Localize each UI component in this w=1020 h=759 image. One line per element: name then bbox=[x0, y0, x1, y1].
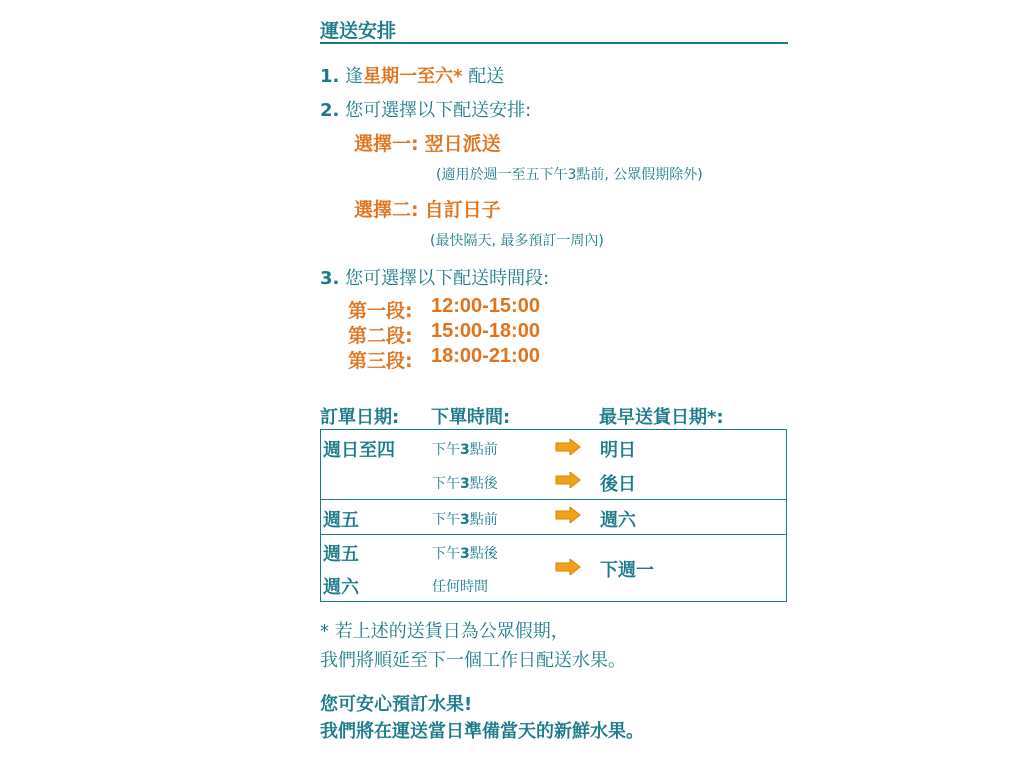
slot-1-time: 12:00-15:00 bbox=[431, 295, 540, 317]
row-4-day: 週五 bbox=[323, 544, 359, 565]
option-2 bbox=[354, 195, 501, 222]
table-row bbox=[321, 535, 786, 601]
closing-line-2: 我們將在運送當日準備當天的新鮮水果。 bbox=[320, 721, 644, 742]
row-1-time: 下午3點前 bbox=[432, 442, 498, 458]
footnote-line-1: * 若上述的送貨日為公眾假期， bbox=[320, 621, 569, 642]
row-3-time: 下午3點前 bbox=[432, 512, 498, 528]
row-2-time: 下午3點後 bbox=[432, 476, 498, 492]
item-2-number: 2. bbox=[320, 100, 340, 121]
table-row bbox=[321, 430, 786, 500]
row-4-time: 下午3點後 bbox=[432, 546, 498, 562]
table-row bbox=[321, 500, 786, 535]
item-1-suffix: 配送 bbox=[462, 66, 505, 87]
arrow-right-icon bbox=[555, 507, 581, 523]
row-4-date: 下週一 bbox=[600, 560, 654, 581]
item-3-text: 您可選擇以下配送時間段: bbox=[339, 268, 550, 289]
slot-3-label: 第三段: bbox=[348, 350, 413, 372]
row-1-date: 明日 bbox=[600, 440, 636, 461]
item-2 bbox=[320, 96, 531, 122]
item-3 bbox=[320, 264, 549, 290]
footnote-line-2: 我們將順延至下一個工作日配送水果。 bbox=[320, 650, 626, 671]
closing-line-1: 您可安心預訂水果! bbox=[320, 694, 473, 715]
item-1 bbox=[320, 62, 504, 88]
row-2-date: 後日 bbox=[600, 474, 636, 495]
item-1-number: 1. bbox=[320, 66, 340, 87]
option-2-label: 選擇二: bbox=[354, 199, 419, 221]
row-3-day: 週五 bbox=[323, 510, 359, 531]
option-2-note: (最快隔天, 最多預訂一周內) bbox=[430, 233, 604, 249]
slot-1-label: 第一段: bbox=[348, 300, 413, 322]
item-1-prefix: 逢 bbox=[345, 66, 364, 87]
slot-2-label: 第二段: bbox=[348, 325, 413, 347]
header-order-time: 下單時間: bbox=[431, 407, 511, 428]
header-order-day: 訂單日期: bbox=[320, 407, 400, 428]
slot-3-time: 18:00-21:00 bbox=[431, 345, 540, 367]
row-3-date: 週六 bbox=[600, 510, 636, 531]
arrow-right-icon bbox=[555, 472, 581, 488]
option-1-note: (適用於週一至五下午3點前, 公眾假期除外) bbox=[436, 167, 703, 183]
header-earliest-date: 最早送貨日期*: bbox=[599, 407, 724, 428]
schedule-table bbox=[320, 429, 787, 602]
delivery-info-panel bbox=[320, 0, 788, 742]
section-title: 運送安排 bbox=[320, 0, 788, 44]
option-1-label: 選擇一: bbox=[354, 133, 419, 155]
option-1 bbox=[354, 129, 501, 156]
row-5-time: 任何時間 bbox=[432, 579, 488, 595]
arrow-right-icon bbox=[555, 559, 581, 575]
slot-2-time: 15:00-18:00 bbox=[431, 320, 540, 342]
option-1-value: 翌日派送 bbox=[424, 133, 501, 155]
arrow-right-icon bbox=[555, 439, 581, 455]
item-1-highlight: 星期一至六* bbox=[363, 66, 463, 87]
row-1-day: 週日至四 bbox=[323, 440, 395, 461]
item-3-number: 3. bbox=[320, 268, 340, 289]
option-2-value: 自訂日子 bbox=[424, 199, 501, 221]
row-5-day: 週六 bbox=[323, 577, 359, 598]
item-2-text: 您可選擇以下配送安排: bbox=[339, 100, 532, 121]
